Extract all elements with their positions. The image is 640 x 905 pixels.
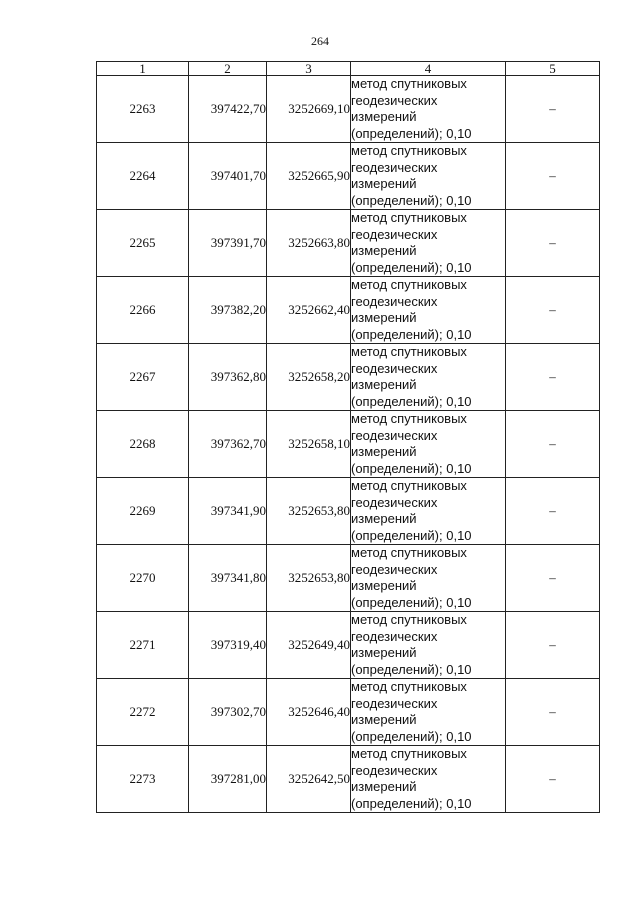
method-line: измерений: [351, 645, 417, 660]
method-cell: [351, 746, 506, 813]
method-line: метод спутниковых: [351, 411, 467, 426]
y-coordinate-cell: 3252649,40: [267, 612, 351, 679]
table-row: [97, 679, 600, 746]
method-cell: [351, 545, 506, 612]
description-cell: –: [506, 612, 600, 679]
method-cell: [351, 143, 506, 210]
method-line: метод спутниковых: [351, 277, 467, 292]
description-cell: –: [506, 277, 600, 344]
method-line: метод спутниковых: [351, 679, 467, 694]
table-body: [97, 76, 600, 813]
method-line: измерений: [351, 310, 417, 325]
y-coordinate-cell: 3252658,10: [267, 411, 351, 478]
x-coordinate-cell: 397391,70: [189, 210, 267, 277]
table-row: [97, 76, 600, 143]
method-line: метод спутниковых: [351, 545, 467, 560]
x-coordinate-cell: 397341,80: [189, 545, 267, 612]
point-number-cell: 2264: [97, 143, 189, 210]
method-line: геодезических: [351, 494, 438, 510]
description-cell: –: [506, 478, 600, 545]
y-coordinate-cell: 3252642,50: [267, 746, 351, 813]
table-row: [97, 277, 600, 344]
method-line: измерений: [351, 444, 417, 459]
y-coordinate-cell: 3252669,10: [267, 76, 351, 143]
table-row: [97, 210, 600, 277]
description-cell: –: [506, 210, 600, 277]
table-row: [97, 478, 600, 545]
method-cell: [351, 344, 506, 411]
method-line: метод спутниковых: [351, 344, 467, 359]
point-number-cell: 2263: [97, 76, 189, 143]
method-cell: [351, 411, 506, 478]
point-number-cell: 2272: [97, 679, 189, 746]
method-line: (определений); 0,10: [351, 460, 472, 476]
table-row: [97, 411, 600, 478]
method-line: метод спутниковых: [351, 76, 467, 91]
method-line: геодезических: [351, 226, 438, 242]
method-line: измерений: [351, 377, 417, 392]
table-row: [97, 746, 600, 813]
y-coordinate-cell: 3252665,90: [267, 143, 351, 210]
point-number-cell: 2270: [97, 545, 189, 612]
method-line: измерений: [351, 109, 417, 124]
y-coordinate-cell: 3252653,80: [267, 545, 351, 612]
table-row: [97, 612, 600, 679]
method-line: геодезических: [351, 628, 438, 644]
method-line: измерений: [351, 243, 417, 258]
method-line: (определений); 0,10: [351, 326, 472, 342]
x-coordinate-cell: 397341,90: [189, 478, 267, 545]
table-row: [97, 545, 600, 612]
point-number-cell: 2271: [97, 612, 189, 679]
y-coordinate-cell: 3252653,80: [267, 478, 351, 545]
column-header-3: 3: [267, 62, 351, 76]
method-line: (определений); 0,10: [351, 125, 472, 141]
table-row: [97, 344, 600, 411]
method-line: измерений: [351, 176, 417, 191]
x-coordinate-cell: 397382,20: [189, 277, 267, 344]
y-coordinate-cell: 3252658,20: [267, 344, 351, 411]
point-number-cell: 2267: [97, 344, 189, 411]
page-number: 264: [311, 34, 329, 48]
method-line: геодезических: [351, 561, 438, 577]
point-number-cell: 2269: [97, 478, 189, 545]
description-cell: –: [506, 746, 600, 813]
method-line: (определений); 0,10: [351, 259, 472, 275]
point-number-cell: 2266: [97, 277, 189, 344]
method-line: (определений); 0,10: [351, 192, 472, 208]
x-coordinate-cell: 397302,70: [189, 679, 267, 746]
method-line: (определений); 0,10: [351, 527, 472, 543]
method-cell: [351, 210, 506, 277]
method-line: геодезических: [351, 360, 438, 376]
method-line: (определений); 0,10: [351, 594, 472, 610]
method-line: геодезических: [351, 92, 438, 108]
point-number-cell: 2268: [97, 411, 189, 478]
method-line: метод спутниковых: [351, 143, 467, 158]
y-coordinate-cell: 3252662,40: [267, 277, 351, 344]
table-header-row: [97, 62, 600, 76]
description-cell: –: [506, 76, 600, 143]
method-cell: [351, 478, 506, 545]
description-cell: –: [506, 143, 600, 210]
x-coordinate-cell: 397362,80: [189, 344, 267, 411]
method-line: (определений); 0,10: [351, 795, 472, 811]
method-line: (определений); 0,10: [351, 728, 472, 744]
method-line: геодезических: [351, 762, 438, 778]
method-line: (определений); 0,10: [351, 393, 472, 409]
method-line: геодезических: [351, 427, 438, 443]
column-header-5: 5: [506, 62, 600, 76]
method-line: метод спутниковых: [351, 746, 467, 761]
y-coordinate-cell: 3252663,80: [267, 210, 351, 277]
method-line: геодезических: [351, 293, 438, 309]
x-coordinate-cell: 397401,70: [189, 143, 267, 210]
method-line: измерений: [351, 511, 417, 526]
method-line: измерений: [351, 712, 417, 727]
method-cell: [351, 612, 506, 679]
description-cell: –: [506, 545, 600, 612]
method-line: метод спутниковых: [351, 612, 467, 627]
method-cell: [351, 679, 506, 746]
column-header-4: 4: [351, 62, 506, 76]
description-cell: –: [506, 679, 600, 746]
x-coordinate-cell: 397281,00: [189, 746, 267, 813]
x-coordinate-cell: 397362,70: [189, 411, 267, 478]
description-cell: –: [506, 344, 600, 411]
description-cell: –: [506, 411, 600, 478]
method-cell: [351, 76, 506, 143]
x-coordinate-cell: 397422,70: [189, 76, 267, 143]
method-line: геодезических: [351, 159, 438, 175]
column-header-2: 2: [189, 62, 267, 76]
method-line: измерений: [351, 779, 417, 794]
x-coordinate-cell: 397319,40: [189, 612, 267, 679]
table-row: [97, 143, 600, 210]
method-line: (определений); 0,10: [351, 661, 472, 677]
column-header-1: 1: [97, 62, 189, 76]
method-cell: [351, 277, 506, 344]
coordinates-table: [96, 61, 600, 813]
y-coordinate-cell: 3252646,40: [267, 679, 351, 746]
point-number-cell: 2265: [97, 210, 189, 277]
method-line: метод спутниковых: [351, 210, 467, 225]
method-line: измерений: [351, 578, 417, 593]
method-line: метод спутниковых: [351, 478, 467, 493]
method-line: геодезических: [351, 695, 438, 711]
point-number-cell: 2273: [97, 746, 189, 813]
